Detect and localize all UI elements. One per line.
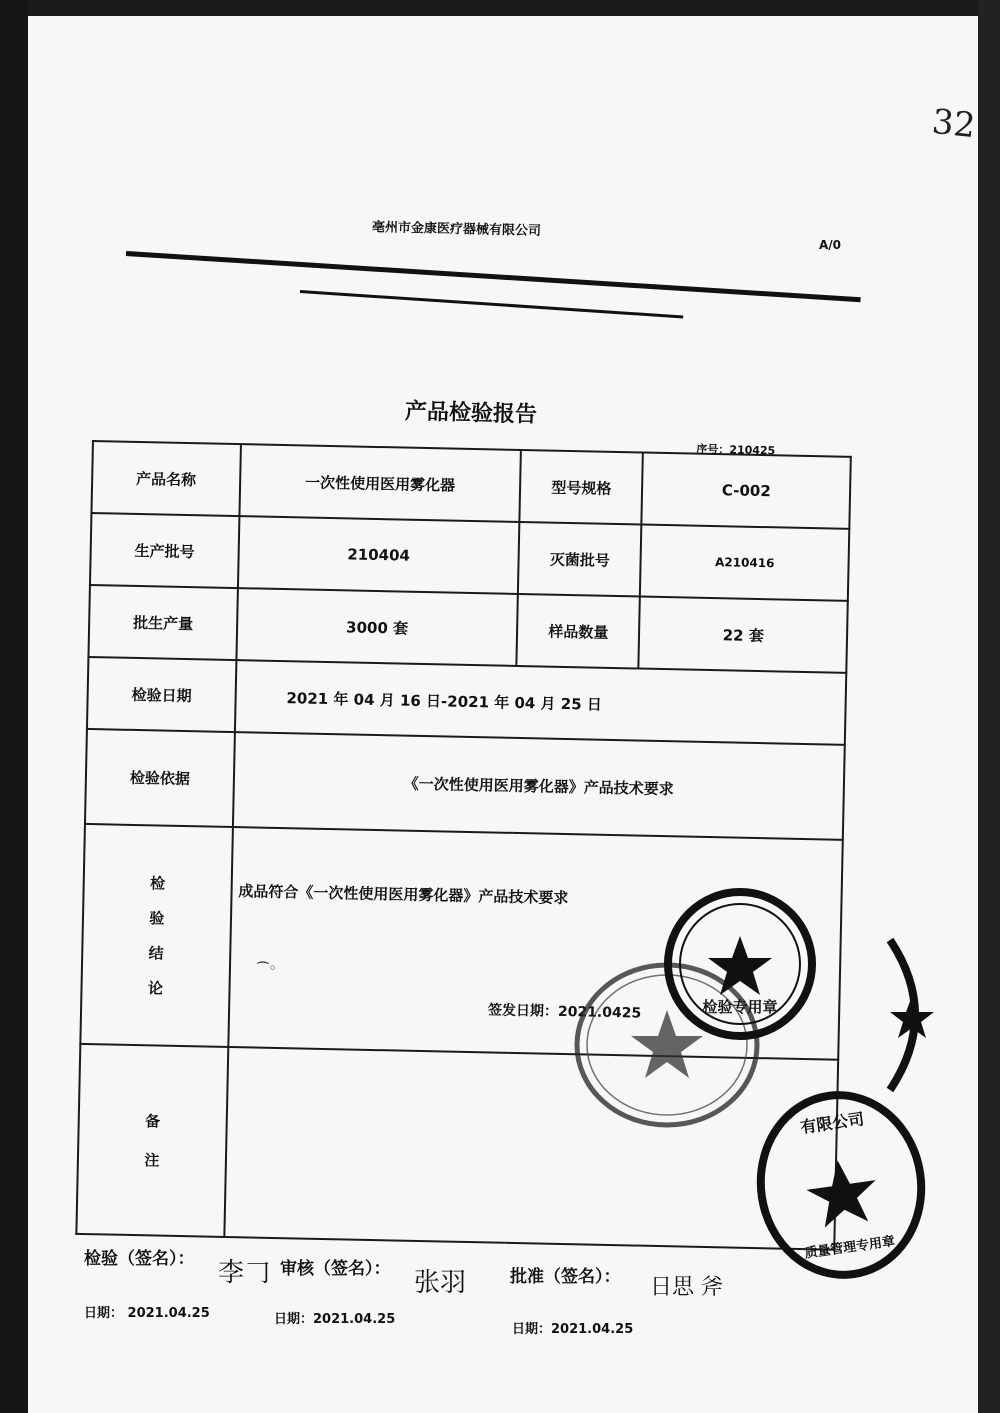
approver-label: 批准（签名）： (510, 1267, 621, 1287)
conclusion-label-char: 论 (147, 979, 164, 998)
signature-footer (84, 1242, 984, 1342)
model-label: 型号规格 (520, 450, 644, 525)
approver-signature: 日思 斧 (650, 1275, 723, 1300)
sterile-batch-value: A210416 (640, 525, 849, 601)
conclusion-label (80, 824, 232, 1047)
conclusion-label-char: 验 (149, 909, 165, 928)
quantity-label: 批生产量 (88, 585, 237, 660)
serial-number: 序号：210425 (696, 442, 776, 458)
inspection-seal-text: 检验专用章 (702, 998, 778, 1016)
batch-label: 生产批号 (90, 513, 239, 588)
scan-border-top (0, 0, 1000, 16)
inspector-signature: 李𠃌 (218, 1258, 271, 1288)
remarks-label-char: 备 (144, 1112, 161, 1131)
company-header: 亳州市金康医疗器械有限公司 (371, 220, 542, 239)
inspector-label: 检验（签名）： (84, 1249, 195, 1269)
sterile-batch-label: 灭菌批号 (518, 522, 642, 597)
scan-border-left (0, 0, 28, 1413)
conclusion-label-char: 结 (148, 944, 164, 963)
basis-value: 《一次性使用医用雾化器》产品技术要求 (233, 732, 845, 840)
handwritten-page-number: 32 (930, 101, 978, 147)
batch-value: 210404 (238, 516, 520, 594)
issue-date: 签发日期：2021.0425 (487, 1002, 642, 1022)
ink-mark: ⌒◦ (256, 960, 277, 975)
date-label: 检验日期 (87, 657, 236, 732)
reviewer-date: 日期：2021.04.25 (274, 1312, 396, 1327)
company-seal-ring-text: 有限公司 (799, 1109, 866, 1137)
reviewer-signature: 张羽 (414, 1268, 467, 1298)
quantity-value: 3000 套 (236, 588, 518, 666)
remarks-label-char: 注 (144, 1151, 160, 1170)
inspector-date: 日期： 2021.04.25 (84, 1306, 210, 1321)
remarks-label (76, 1044, 228, 1237)
partial-seal-edge-graphic (880, 930, 950, 1100)
product-name-value: 一次性使用医用雾化器 (239, 444, 521, 522)
reviewer-label: 审核（签名）： (280, 1259, 391, 1279)
sample-value: 22 套 (639, 597, 848, 673)
model-cell (642, 442, 851, 529)
revision-code: A/0 (819, 238, 842, 252)
conclusion-label-char: 检 (149, 874, 166, 893)
partial-seal-edge (880, 930, 950, 1100)
scan-border-right (978, 0, 1000, 1413)
basis-label: 检验依据 (85, 729, 235, 827)
report-title: 产品检验报告 (404, 399, 538, 428)
product-name-label: 产品名称 (91, 441, 240, 516)
sample-label: 样品数量 (517, 594, 641, 669)
model-value: C-002 (721, 481, 771, 501)
table-row (85, 729, 845, 840)
inspection-seal (664, 888, 816, 1040)
inspection-seal-graphic (664, 888, 816, 1040)
company-seal-text: 质量管理专用章 (803, 1234, 896, 1262)
date-value: 2021 年 04 月 16 日-2021 年 04 月 25 日 (235, 660, 847, 745)
approver-date: 日期：2021.04.25 (512, 1322, 634, 1337)
inspection-form (75, 440, 852, 1256)
conclusion-text: 成品符合《一次性使用医用雾化器》产品技术要求 (238, 882, 569, 908)
